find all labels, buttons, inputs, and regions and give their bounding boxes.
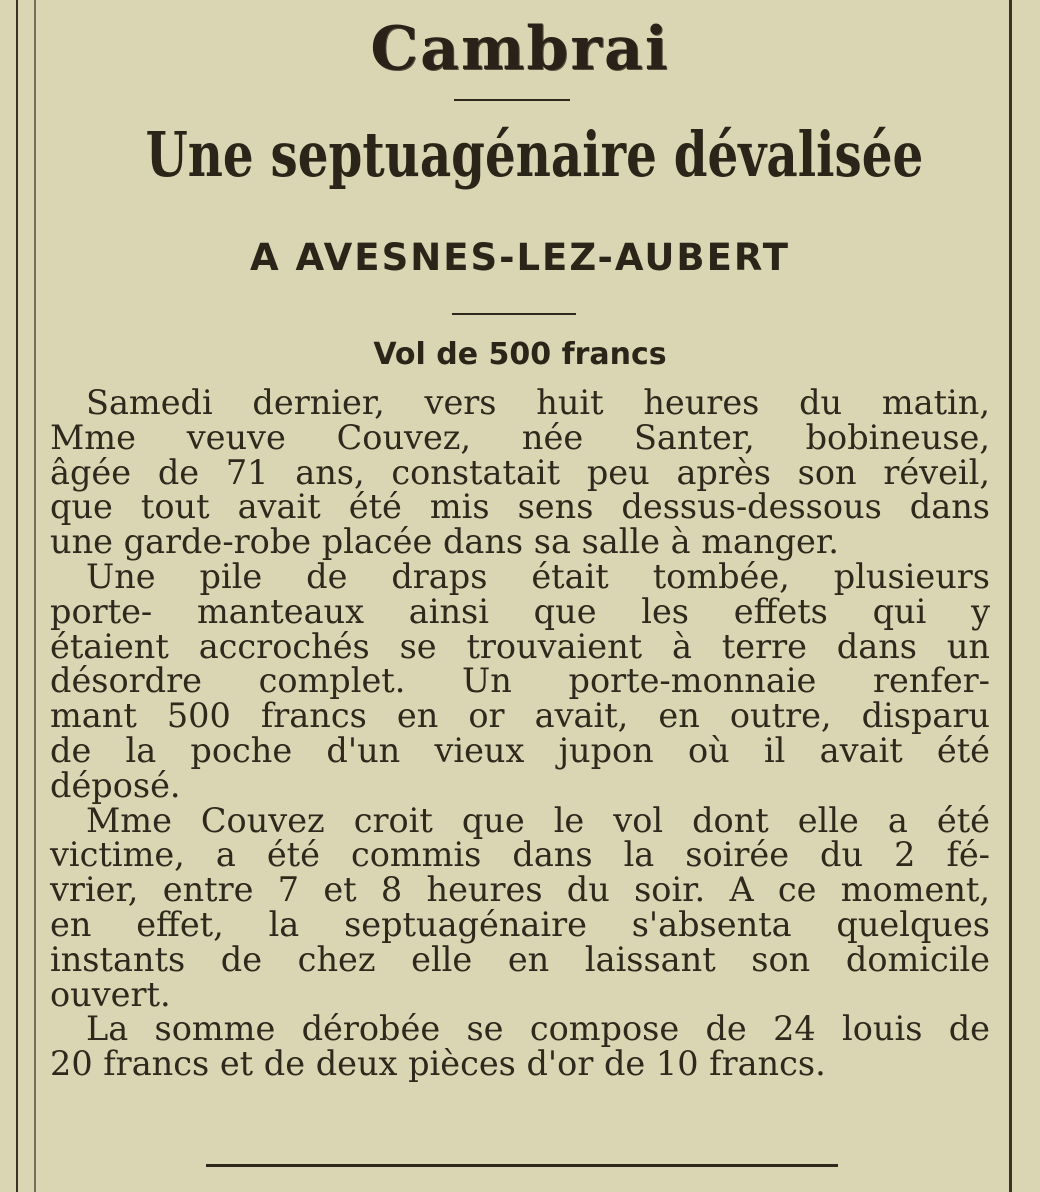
body-line: âgée de 71 ans, constatait peu après son réveil, — [50, 452, 990, 492]
body-line: étaient accrochés se trouvaient à terre dans un — [50, 626, 990, 666]
body-line: Une pile de draps était tombée, plusieurs — [86, 556, 990, 596]
subhead-divider — [452, 313, 576, 315]
body-line: en effet, la septuagénaire s'absenta quelques — [50, 904, 990, 944]
body-line: ouvert. — [50, 974, 171, 1014]
body-line: désordre complet. Un porte-monnaie renfer- — [50, 661, 990, 701]
body-line: Mme veuve Couvez, née Santer, bobineuse, — [50, 417, 990, 457]
article-body — [50, 383, 990, 1084]
body-line: vrier, entre 7 et 8 heures du soir. A ce moment, — [50, 870, 990, 910]
section-title: Cambrai — [370, 14, 670, 84]
article-kicker: Vol de 500 francs — [373, 337, 667, 372]
body-line: La somme dérobée se compose de 24 louis de — [86, 1009, 990, 1049]
body-line: déposé. — [50, 765, 181, 805]
body-line: que tout avait été mis sens dessus-dessous dans — [50, 487, 990, 527]
article-headline: Une septuagénaire dévalisée — [145, 118, 924, 191]
left-column-rule — [16, 0, 18, 1192]
title-divider — [454, 99, 570, 101]
body-line: instants de chez elle en laissant son domicile — [50, 939, 990, 979]
right-column-rule — [1009, 0, 1012, 1192]
body-line: de la poche d'un vieux jupon où il avait été — [50, 730, 990, 770]
body-line: mant 500 francs en or avait, en outre, disparu — [50, 696, 990, 736]
left-inner-column-rule — [34, 0, 36, 1192]
body-line: porte- manteaux ainsi que les effets qui y — [50, 591, 990, 631]
body-line: 20 francs et de deux pièces d'or de 10 francs. — [50, 1044, 826, 1084]
body-line: une garde-robe placée dans sa salle à manger. — [50, 522, 839, 562]
article-subheadline: A AVESNES-LEZ-AUBERT — [250, 236, 790, 279]
body-line: Samedi dernier, vers huit heures du matin, — [86, 383, 990, 422]
body-line: Mme Couvez croit que le vol dont elle a été — [86, 800, 990, 840]
body-line: victime, a été commis dans la soirée du 2 fé- — [50, 835, 990, 875]
article-end-rule — [206, 1164, 838, 1167]
